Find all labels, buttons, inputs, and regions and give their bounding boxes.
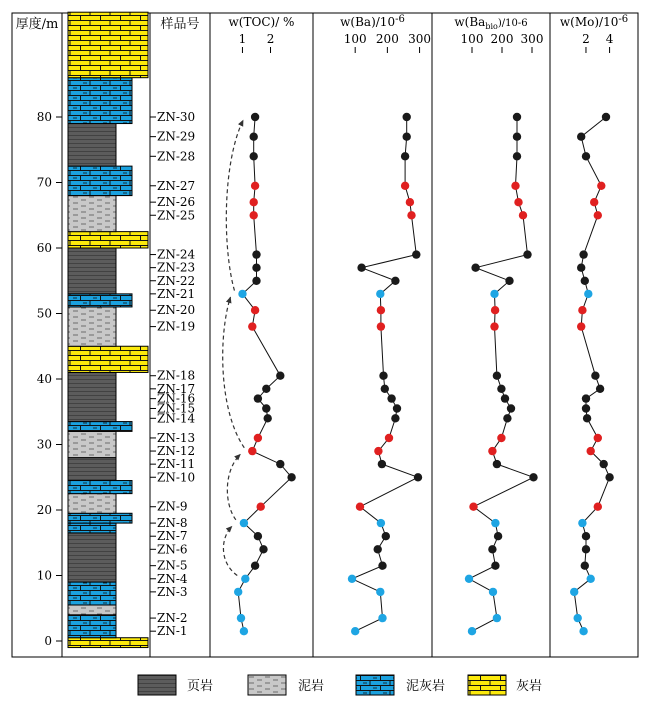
data-point-ba bbox=[376, 290, 384, 298]
data-point-babio bbox=[507, 404, 515, 412]
trend-arrow bbox=[226, 120, 243, 290]
data-point-mo bbox=[581, 277, 589, 285]
depth-tick-label: 80 bbox=[36, 110, 52, 124]
data-point-mo bbox=[579, 250, 587, 258]
lithology-layer-marl bbox=[68, 615, 116, 638]
data-point-ba bbox=[357, 264, 365, 272]
legend-label-shale: 页岩 bbox=[187, 679, 214, 694]
sample-label: ZN-8 bbox=[157, 516, 188, 531]
data-point-babio bbox=[511, 182, 519, 190]
x-tick-label-babio: 100 bbox=[460, 32, 484, 46]
depth-tick-label: 70 bbox=[36, 175, 52, 190]
data-point-mo bbox=[583, 414, 591, 422]
data-point-toc bbox=[254, 434, 262, 442]
data-point-toc bbox=[254, 532, 262, 540]
sample-label: ZN-6 bbox=[157, 542, 188, 557]
data-point-mo bbox=[594, 434, 602, 442]
data-point-mo bbox=[594, 503, 602, 511]
data-point-toc bbox=[264, 414, 272, 422]
data-point-toc bbox=[276, 372, 284, 380]
data-point-toc bbox=[276, 460, 284, 468]
data-point-toc bbox=[287, 473, 295, 481]
sample-label: ZN-24 bbox=[157, 247, 196, 262]
data-point-babio bbox=[493, 614, 501, 622]
data-point-toc bbox=[257, 503, 265, 511]
data-point-babio bbox=[501, 394, 509, 402]
trend-arrow bbox=[227, 454, 240, 520]
data-point-babio bbox=[489, 588, 497, 596]
data-point-toc bbox=[251, 182, 259, 190]
data-point-toc bbox=[240, 519, 248, 527]
data-point-babio bbox=[491, 562, 499, 570]
data-point-ba bbox=[377, 306, 385, 314]
data-point-babio bbox=[514, 198, 522, 206]
data-point-babio bbox=[494, 532, 502, 540]
sample-label: ZN-30 bbox=[157, 110, 196, 124]
data-point-toc bbox=[262, 385, 270, 393]
data-point-toc bbox=[238, 290, 246, 298]
sample-label: ZN-29 bbox=[157, 129, 196, 144]
data-point-mo bbox=[582, 152, 590, 160]
data-point-mo bbox=[581, 562, 589, 570]
lithology-layer-marl bbox=[68, 481, 132, 494]
data-point-mo bbox=[605, 473, 613, 481]
data-point-ba bbox=[403, 113, 411, 121]
x-tick-label-ba: 200 bbox=[375, 32, 399, 46]
lithology-layer-limestone bbox=[68, 12, 148, 78]
data-point-ba bbox=[376, 588, 384, 596]
data-point-mo bbox=[597, 182, 605, 190]
sample-label: ZN-12 bbox=[157, 444, 196, 459]
legend-label-marl: 泥灰岩 bbox=[406, 679, 446, 694]
data-point-mo bbox=[582, 394, 590, 402]
legend-swatch-mudstone bbox=[248, 675, 286, 695]
sample-label: ZN-3 bbox=[157, 584, 188, 599]
sample-label: ZN-4 bbox=[157, 571, 188, 586]
legend-swatch-limestone bbox=[468, 675, 506, 695]
x-tick-label-ba: 100 bbox=[343, 32, 367, 46]
data-point-toc bbox=[237, 614, 245, 622]
x-tick-label-mo: 2 bbox=[582, 32, 590, 46]
data-point-toc bbox=[251, 562, 259, 570]
lithology-layer-mudstone bbox=[68, 605, 116, 615]
data-point-ba bbox=[377, 519, 385, 527]
data-point-babio bbox=[519, 211, 527, 219]
data-point-mo bbox=[587, 575, 595, 583]
data-point-babio bbox=[513, 113, 521, 121]
data-point-ba bbox=[378, 614, 386, 622]
sample-label: ZN-16 bbox=[157, 391, 196, 406]
data-point-ba bbox=[414, 473, 422, 481]
sample-label: ZN-28 bbox=[157, 149, 196, 164]
data-point-toc bbox=[241, 575, 249, 583]
series-line-babio bbox=[469, 117, 534, 631]
lithology-layer-shale bbox=[68, 248, 116, 294]
panel-title-babio: $w(Ba_{bio}^{)/10-6}$ bbox=[454, 15, 528, 31]
legend-label-mudstone: 泥岩 bbox=[298, 679, 325, 694]
data-point-babio bbox=[523, 250, 531, 258]
lithology-layer-mudstone bbox=[68, 431, 116, 457]
lithology-layer-marl bbox=[68, 294, 132, 307]
sample-header: 样品号 bbox=[160, 17, 200, 32]
data-point-babio bbox=[505, 277, 513, 285]
data-point-babio bbox=[513, 133, 521, 141]
data-point-ba bbox=[356, 503, 364, 511]
data-point-ba bbox=[379, 372, 387, 380]
legend-swatch-shale bbox=[138, 675, 176, 695]
sample-label: ZN-22 bbox=[157, 273, 196, 288]
data-point-ba bbox=[374, 545, 382, 553]
depth-tick-label: 50 bbox=[36, 306, 52, 321]
data-point-ba bbox=[351, 627, 359, 635]
data-point-mo bbox=[584, 290, 592, 298]
data-point-toc bbox=[234, 588, 242, 596]
lithology-layer-marl bbox=[68, 523, 116, 533]
data-point-ba bbox=[378, 460, 386, 468]
sample-label: ZN-1 bbox=[157, 624, 188, 639]
lithology-layer-mudstone bbox=[68, 307, 116, 346]
data-point-ba bbox=[387, 394, 395, 402]
data-point-toc bbox=[259, 545, 267, 553]
sample-label: ZN-17 bbox=[157, 381, 196, 396]
x-tick-label-toc: 1 bbox=[238, 32, 247, 46]
data-point-mo bbox=[570, 588, 578, 596]
sample-label: ZN-14 bbox=[157, 411, 196, 426]
data-point-mo bbox=[578, 306, 586, 314]
data-point-mo bbox=[582, 545, 590, 553]
data-point-ba bbox=[406, 198, 414, 206]
data-point-ba bbox=[401, 152, 409, 160]
depth-tick-label: 60 bbox=[36, 241, 52, 255]
sample-label: ZN-13 bbox=[157, 430, 196, 445]
data-point-babio bbox=[490, 290, 498, 298]
data-point-babio bbox=[488, 545, 496, 553]
data-point-toc bbox=[251, 306, 259, 314]
x-tick-label-babio: 200 bbox=[490, 32, 514, 46]
data-point-babio bbox=[468, 627, 476, 635]
data-point-babio bbox=[488, 447, 496, 455]
lithology-layer-marl bbox=[68, 422, 132, 432]
data-point-toc bbox=[252, 264, 260, 272]
x-tick-label-mo: 4 bbox=[605, 32, 614, 46]
sample-label: ZN-20 bbox=[157, 303, 196, 318]
data-point-toc bbox=[250, 198, 258, 206]
sample-label: ZN-19 bbox=[157, 319, 196, 334]
data-point-toc bbox=[248, 447, 256, 455]
data-point-mo bbox=[579, 627, 587, 635]
data-point-ba bbox=[401, 182, 409, 190]
sample-label: ZN-15 bbox=[157, 401, 196, 416]
sample-label: ZN-5 bbox=[157, 558, 188, 573]
sample-label: ZN-9 bbox=[157, 499, 188, 514]
trend-arrow bbox=[223, 297, 245, 448]
data-point-ba bbox=[407, 211, 415, 219]
depth-tick-label: 0 bbox=[44, 634, 52, 648]
sample-label: ZN-27 bbox=[157, 178, 196, 193]
sample-label: ZN-23 bbox=[157, 260, 196, 275]
x-tick-label-ba: 300 bbox=[408, 32, 432, 46]
panel-title-mo: $w(Mo)/10^{-6}$ bbox=[559, 14, 629, 29]
data-point-ba bbox=[393, 404, 401, 412]
data-point-ba bbox=[412, 250, 420, 258]
data-point-toc bbox=[248, 322, 256, 330]
thickness-header: 厚度/m bbox=[15, 17, 59, 32]
sample-label: ZN-26 bbox=[157, 195, 196, 210]
lithology-layer-marl bbox=[68, 513, 132, 523]
data-point-ba bbox=[348, 575, 356, 583]
lithology-layer-limestone bbox=[68, 232, 148, 248]
sample-label: ZN-10 bbox=[157, 470, 196, 485]
data-point-babio bbox=[491, 306, 499, 314]
lithology-layer-shale bbox=[68, 533, 116, 582]
data-point-mo bbox=[582, 532, 590, 540]
lithology-layer-shale bbox=[68, 124, 116, 167]
data-point-ba bbox=[403, 133, 411, 141]
lithology-layer-shale bbox=[68, 372, 116, 421]
data-point-mo bbox=[594, 211, 602, 219]
depth-tick-label: 40 bbox=[36, 372, 52, 386]
data-point-toc bbox=[252, 277, 260, 285]
data-point-babio bbox=[503, 414, 511, 422]
data-point-babio bbox=[493, 460, 501, 468]
data-point-ba bbox=[391, 414, 399, 422]
sample-label: ZN-21 bbox=[157, 286, 196, 301]
data-point-toc bbox=[250, 133, 258, 141]
data-point-mo bbox=[578, 519, 586, 527]
x-tick-label-babio: 300 bbox=[520, 32, 544, 46]
data-point-babio bbox=[465, 575, 473, 583]
data-point-babio bbox=[497, 385, 505, 393]
data-point-babio bbox=[513, 152, 521, 160]
data-point-mo bbox=[577, 322, 585, 330]
data-point-babio bbox=[471, 264, 479, 272]
data-point-mo bbox=[574, 614, 582, 622]
data-point-mo bbox=[590, 198, 598, 206]
panel-title-ba: $w(Ba)/10^{-6}$ bbox=[340, 14, 405, 29]
data-point-mo bbox=[591, 372, 599, 380]
data-point-babio bbox=[529, 473, 537, 481]
sample-label: ZN-11 bbox=[157, 457, 196, 472]
data-point-toc bbox=[251, 113, 259, 121]
lithology-layer-mudstone bbox=[68, 494, 116, 514]
data-point-mo bbox=[600, 460, 608, 468]
data-point-babio bbox=[493, 372, 501, 380]
data-point-toc bbox=[254, 394, 262, 402]
data-point-ba bbox=[385, 434, 393, 442]
sample-label: ZN-25 bbox=[157, 208, 196, 223]
data-point-mo bbox=[577, 264, 585, 272]
lithology-layer-marl bbox=[68, 582, 116, 605]
data-point-ba bbox=[382, 532, 390, 540]
data-point-mo bbox=[577, 133, 585, 141]
sample-label: ZN-7 bbox=[157, 529, 188, 544]
x-tick-label-toc: 2 bbox=[266, 32, 275, 46]
lithology-layer-limestone bbox=[68, 638, 148, 648]
lithology-layer-marl bbox=[68, 166, 132, 195]
data-point-ba bbox=[381, 385, 389, 393]
data-point-toc bbox=[250, 152, 258, 160]
lithology-layer-mudstone bbox=[68, 196, 116, 232]
legend-label-limestone: 灰岩 bbox=[516, 679, 543, 694]
lithology-layer-marl bbox=[68, 78, 132, 124]
data-point-ba bbox=[378, 562, 386, 570]
lithology-layer-limestone bbox=[68, 346, 148, 372]
data-point-babio bbox=[491, 519, 499, 527]
data-point-mo bbox=[587, 447, 595, 455]
sample-label: ZN-18 bbox=[157, 368, 196, 383]
legend-swatch-marl bbox=[356, 675, 394, 695]
data-point-toc bbox=[240, 627, 248, 635]
data-point-toc bbox=[262, 404, 270, 412]
data-point-mo bbox=[596, 385, 604, 393]
trend-arrow bbox=[223, 526, 237, 575]
depth-tick-label: 20 bbox=[36, 503, 52, 517]
data-point-toc bbox=[250, 211, 258, 219]
panel-title-toc: w(TOC)/ % bbox=[228, 15, 295, 29]
depth-tick-label: 10 bbox=[36, 568, 52, 583]
data-point-babio bbox=[490, 322, 498, 330]
data-point-ba bbox=[391, 277, 399, 285]
data-point-toc bbox=[252, 250, 260, 258]
data-point-babio bbox=[469, 503, 477, 511]
lithology-layer-shale bbox=[68, 458, 116, 481]
data-point-mo bbox=[602, 113, 610, 121]
data-point-ba bbox=[377, 322, 385, 330]
depth-tick-label: 30 bbox=[36, 437, 52, 452]
data-point-mo bbox=[582, 404, 590, 412]
sample-label: ZN-2 bbox=[157, 611, 188, 626]
data-point-babio bbox=[497, 434, 505, 442]
data-point-ba bbox=[374, 447, 382, 455]
